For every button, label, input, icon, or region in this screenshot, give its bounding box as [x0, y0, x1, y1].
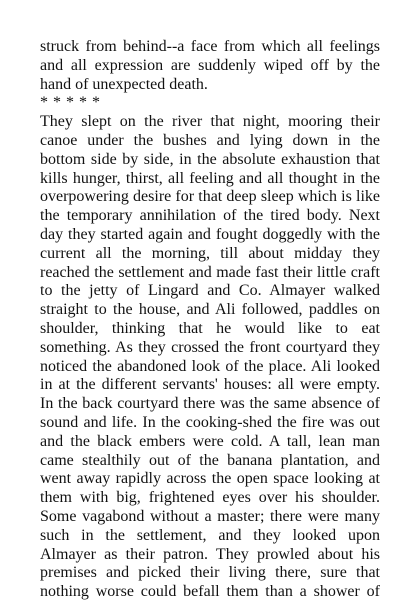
section-break: * * * * * [40, 94, 101, 112]
document-page [40, 38, 380, 602]
paragraph-1: struck from behind--a face from which all feelings and all expression are suddenly wiped off by the hand of unexpected death. [40, 38, 380, 93]
paragraph-2: They slept on the river that night, mooring their canoe under the bushes and lying down in the bottom side by side, in the absolute exhaustion that kills hunger, thirst, all feeling and all thought in the overpowering desire for that deep sleep which is like the temporary annihilation of the tired body. Next day they started again and fought doggedly with the current all the morning, till about midday they reached the settlement and made fast their little craft to the jetty of Lingard and Co. Almayer walked straight to the house, and Ali followed, paddles on shoulder, thinking that he would like to eat something. As they crossed the front courtyard they noticed the abandoned look of the place. Ali looked in at the different servants' houses: all were empty. In the back courtyard there was the same absence of sound and life. In the cooking-shed the fire was out and the black embers were cold. A tall, lean man came stealthily out of the banana plantation, and went away rapidly across the open space looking at them with big, frightened eyes over his shoulder. Some vagabond without a master; there were many such in the settlement, and they looked upon Almayer as their patron. They prowled about his premises and picked their living there, sure that nothing worse could befall them than a shower of [40, 113, 380, 601]
